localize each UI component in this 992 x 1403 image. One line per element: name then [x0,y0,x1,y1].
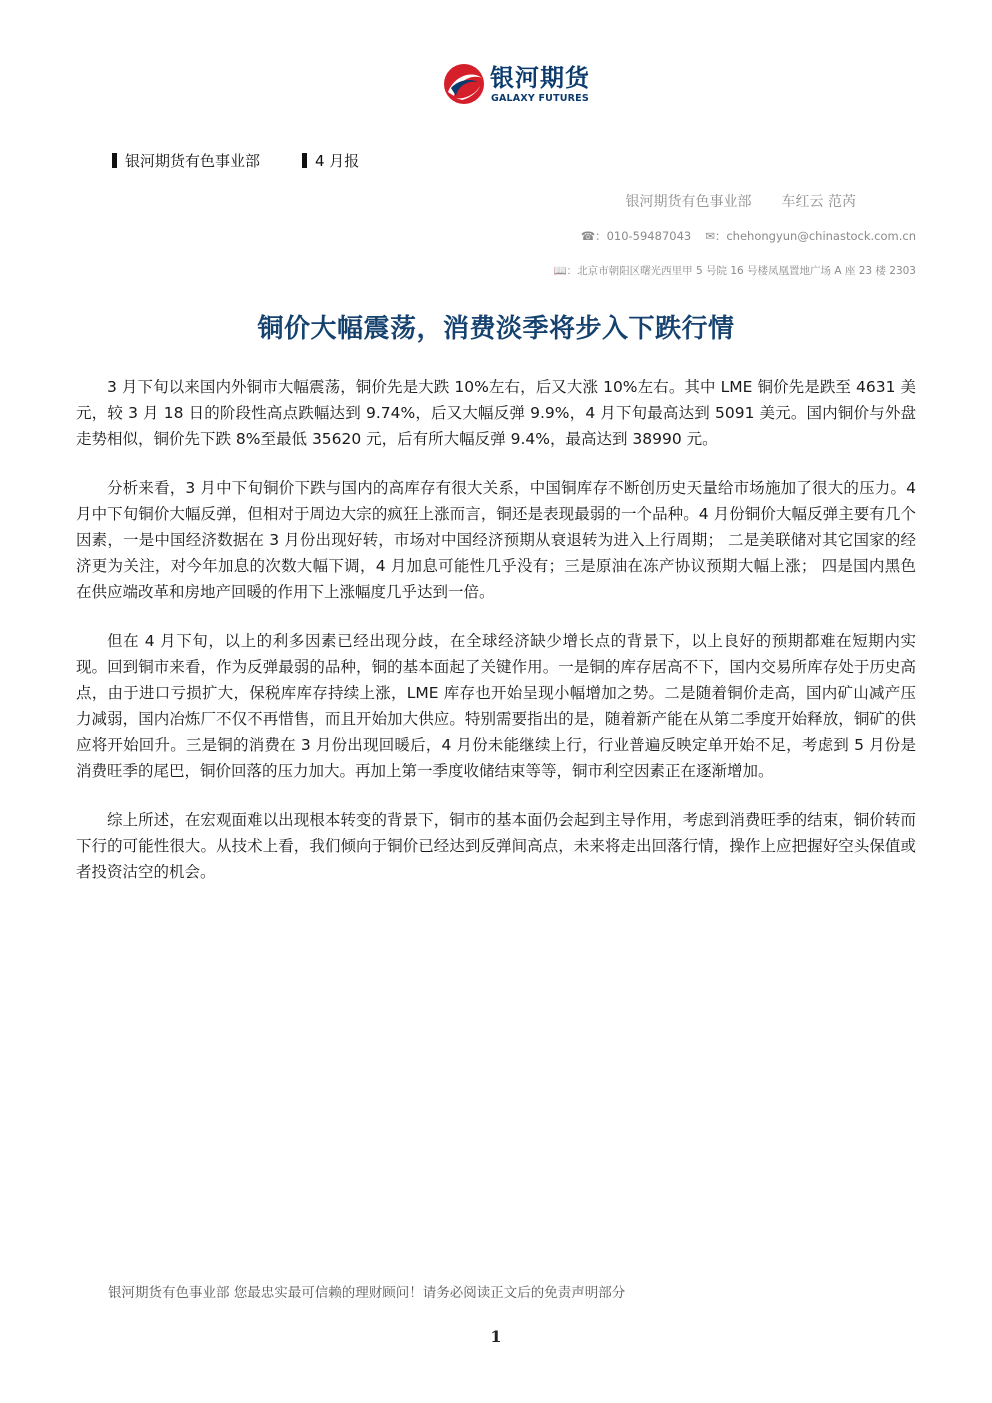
author-department: 银河期货有色事业部 [625,194,752,210]
page-number: 1 [490,1327,502,1346]
page-footer: 银河期货有色事业部 您最忠实最可信赖的理财顾问！请务必阅读正文后的免责声明部分 [108,1285,626,1301]
paragraph: 分析来看，3 月中下旬铜价下跌与国内的高库存有很大关系，中国铜库存不断创历史天量给市场施加了很大的压力。4 月中下旬铜价大幅反弹，但相对于周边大宗的疯狂上涨而言，铜还是表现最弱的一个品种。4 月份铜价大幅反弹主要有几个因素，一是中国经济数据在 3 月份出现好转，市场对中国经济预期从衰退转为进入上行周期； 二是美联储对其它国家的经济更为关注，对今年加息的次数大幅下调，4 月加息可能性几乎没有；三是原油在冻产协议预期大幅上涨； 四是国内黑色在供应端改革和房地产回暖的作用下上涨幅度几乎达到一倍。 [76,479,916,601]
galaxy-swirl-icon [442,62,486,106]
author-names: 车红云 范芮 [781,194,856,210]
paragraph: 综上所述，在宏观面难以出现根本转变的背景下，铜市的基本面仍会起到主导作用，考虑到消费旺季的结束，铜价转而下行的可能性很大。从技术上看，我们倾向于铜价已经达到反弹间高点，未来将走出回落行情，操作上应把握好空头保值或者投资沽空的机会。 [76,811,916,881]
paragraph: 3 月下旬以来国内外铜市大幅震荡，铜价先是大跌 10%左右，后又大涨 10%左右。其中 LME 铜价先是跌至 4631 美元，较 3 月 18 日的阶段性高点跌幅达到 9.74%，后又大幅反弹 9.9%，4 月下旬最高达到 5091 美元。国内铜价与外盘走势相似，铜价先下跌 8%至最低 35620 元，后有所大幅反弹 9.4%，最高达到 38990 元。 [76,378,916,448]
address-text: ：北京市朝阳区曙光西里甲 5 号院 16 号楼凤凰置地广场 A 座 23 楼 2303 [566,265,916,277]
phone-number: ：010-59487043 [595,229,692,243]
paragraph: 但在 4 月下旬，以上的利多因素已经出现分歧，在全球经济缺少增长点的背景下，以上良好的预期都难在短期内实现。回到铜市来看，作为反弹最弱的品种，铜的基本面起了关键作用。一是铜的库存居高不下，国内交易所库存处于历史高点，由于进口亏损扩大，保税库库存持续上涨，LME 库存也开始呈现小幅增加之势。二是随着铜价走高，国内矿山减产压力减弱，国内冶炼厂不仅不再惜售，而且开始加大供应。特别需要指出的是，随着新产能在从第二季度开始释放，铜矿的供应将开始回升。三是铜的消费在 3 月份出现回暖后，4 月份未能继续上行，行业普遍反映定单开始不足，考虑到 5 月份是消费旺季的尾巴，铜价回落的压力加大。再加上第一季度收储结束等等，铜市利空因素正在逐渐增加。 [76,632,916,780]
phone-icon: ☎ [580,229,596,243]
header-bar-marker [112,153,117,168]
article-body [76,374,916,908]
document-title: 铜价大幅震荡，消费淡季将步入下跌行情 [257,314,735,344]
email-icon: ✉ [705,229,715,243]
book-icon: 📖 [553,265,567,277]
address-line [554,263,916,278]
running-header-report-type [302,151,359,171]
email-address[interactable]: ：chehongyun@chinastock.com.cn [714,229,916,243]
header-bar-marker [302,153,307,168]
logo-name-en: GALAXY FUTURES [491,93,589,104]
department-label: 银河期货有色事业部 [125,152,261,170]
galaxy-futures-logo [442,62,612,106]
logo-name-cn: 银河期货 [490,64,590,92]
author-block [626,191,856,211]
running-header-department [112,151,260,171]
contact-line [581,228,916,244]
report-type-label: 4 月报 [315,152,360,170]
